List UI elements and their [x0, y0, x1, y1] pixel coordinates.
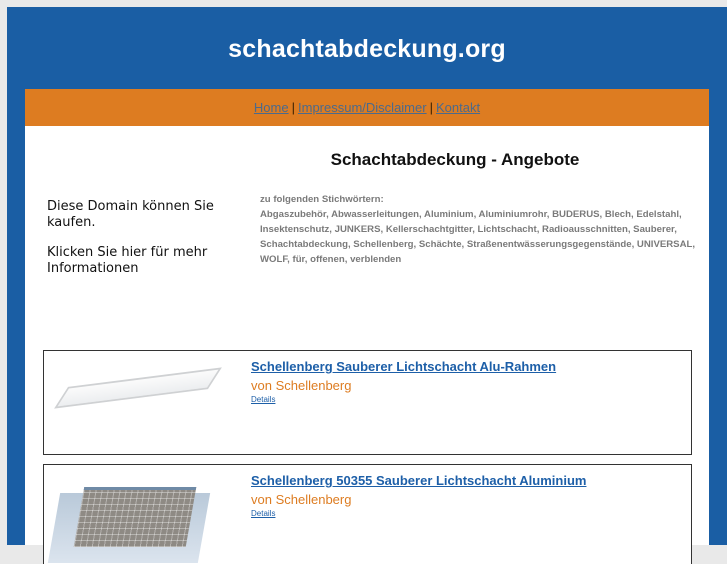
- product-details-link[interactable]: Details: [251, 395, 276, 404]
- promo-line-buy[interactable]: Diese Domain können Sie kaufen.: [47, 199, 214, 230]
- product-maker: von Schellenberg: [251, 378, 352, 393]
- product-image-grate[interactable]: [54, 473, 214, 558]
- content-area: [25, 126, 709, 545]
- product-title-link[interactable]: Schellenberg 50355 Sauberer Lichtschacht Aluminium: [251, 473, 587, 488]
- page-frame: [7, 7, 727, 545]
- product-details-link[interactable]: Details: [251, 509, 276, 518]
- product-card: [43, 464, 692, 564]
- promo-line-info[interactable]: Klicken Sie hier für mehr Informationen: [47, 245, 208, 276]
- nav-separator: |: [291, 100, 295, 115]
- grate-shape: [74, 487, 197, 547]
- keywords-block: [260, 192, 705, 267]
- product-image-light-panel[interactable]: [54, 359, 214, 444]
- domain-sale-promo[interactable]: [47, 199, 247, 291]
- nav-bar: [25, 89, 709, 126]
- light-panel-shape: [54, 367, 222, 408]
- product-info: [251, 473, 586, 518]
- keywords-list: Abgaszubehör, Abwasserleitungen, Aluminium, Aluminiumrohr, BUDERUS, Blech, Edelstahl, Insektenschutz, JUNKERS, Kellerschachtgitter, Lichtschacht, Radioausschnitten, Sauberer, Schachtabdeckung, Schellenberg, Schächte, Straßenentwässerungsgegenstände, UNIVERSAL, WOLF, für, offenen, verblenden: [260, 209, 696, 265]
- product-info: [251, 359, 556, 404]
- nav-link-kontakt[interactable]: Kontakt: [435, 100, 481, 115]
- product-maker: von Schellenberg: [251, 492, 352, 507]
- nav-link-impressum[interactable]: Impressum/Disclaimer: [298, 100, 427, 115]
- site-title: schachtabdeckung.org: [228, 34, 506, 63]
- product-title-link[interactable]: Schellenberg Sauberer Lichtschacht Alu-Rahmen: [251, 359, 557, 374]
- keywords-label: zu folgenden Stichwörtern:: [260, 194, 384, 205]
- nav-separator: |: [429, 100, 433, 115]
- offers-title: Schachtabdeckung - Angebote: [330, 150, 580, 169]
- product-card: [43, 350, 692, 455]
- nav-link-home[interactable]: Home: [253, 100, 289, 115]
